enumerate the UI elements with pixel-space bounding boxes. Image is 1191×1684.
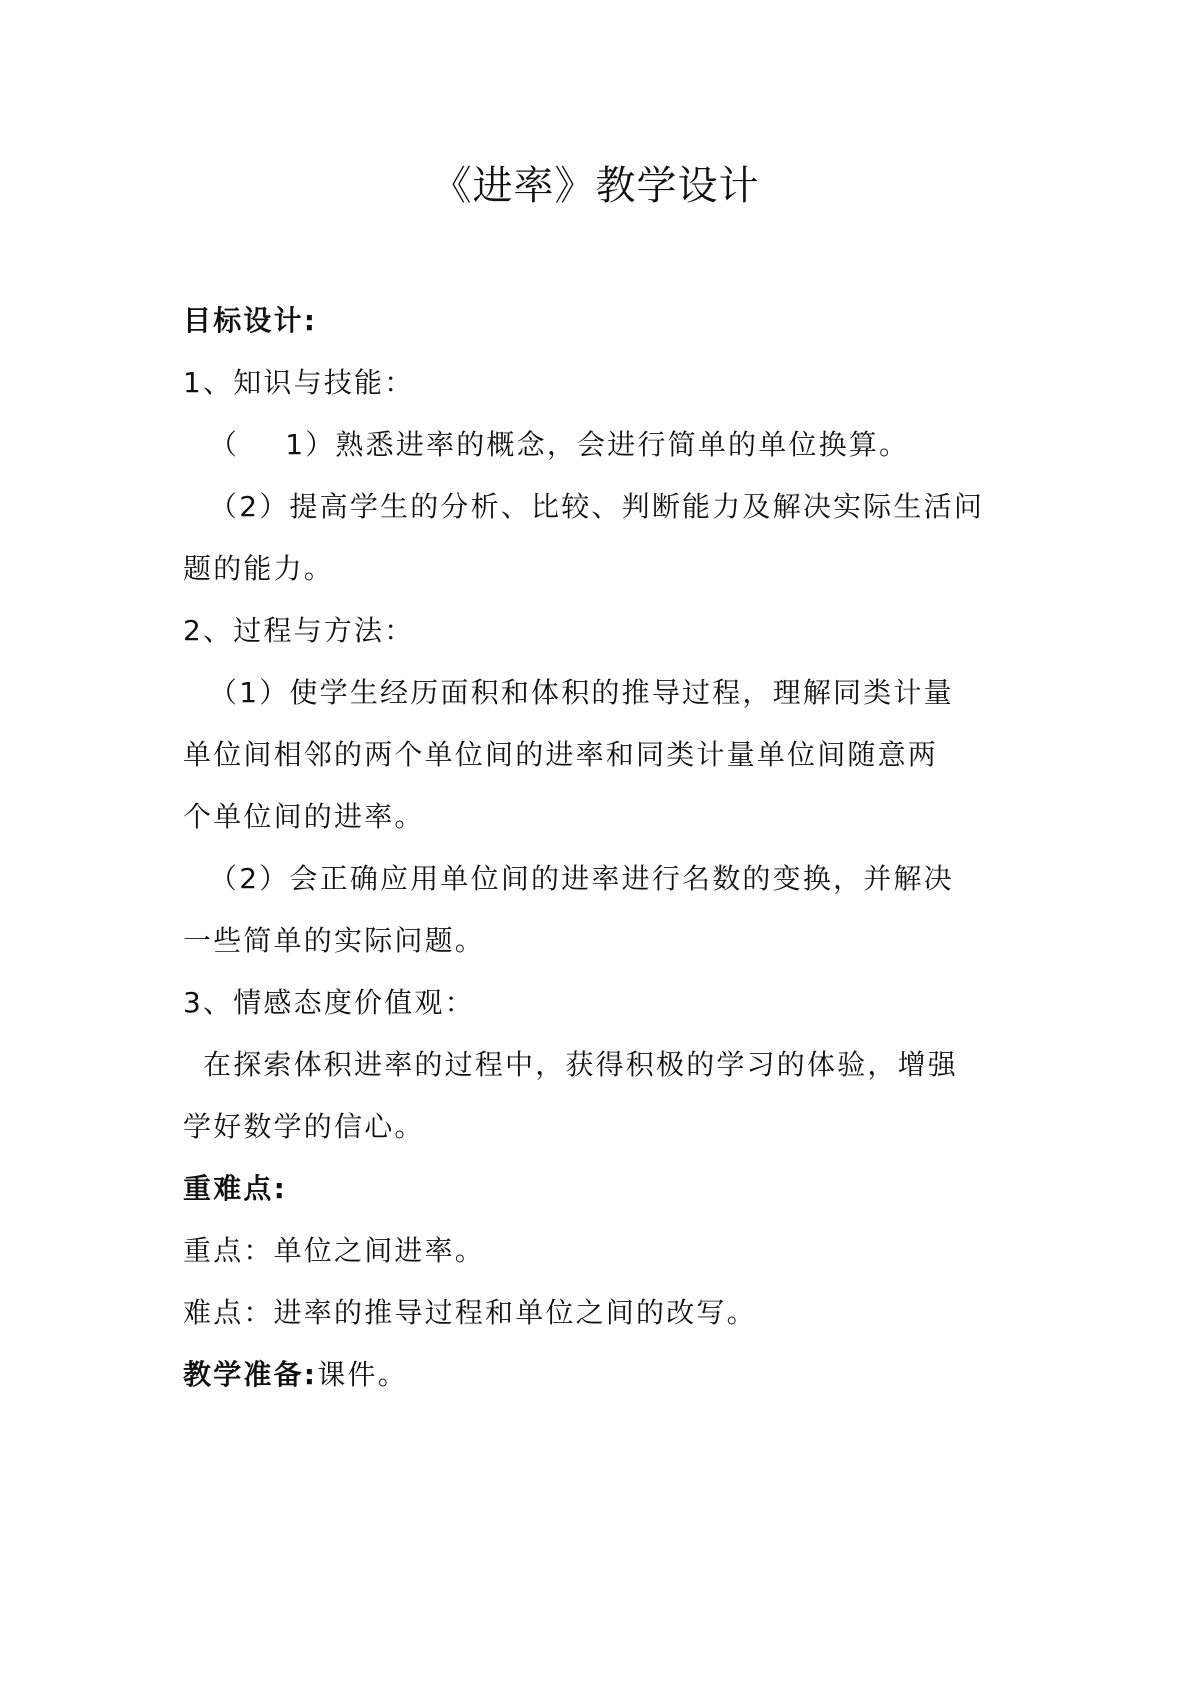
document-title: 《进率》教学设计	[431, 163, 760, 209]
preparation-label: 教学准备:	[183, 1358, 318, 1391]
process-heading: 2、过程与方法：	[183, 614, 415, 647]
process-item-2-line-1: （2）会正确应用单位间的进率进行名数的变换，并解决	[209, 862, 954, 895]
key-points-heading: 重难点:	[183, 1172, 287, 1205]
emotion-heading: 3、情感态度价值观：	[183, 986, 475, 1019]
difficult-point: 难点：进率的推导过程和单位之间的改写。	[183, 1296, 757, 1329]
knowledge-heading: 1、知识与技能：	[183, 366, 415, 399]
key-point: 重点：单位之间进率。	[183, 1234, 486, 1267]
knowledge-item-1	[183, 414, 1018, 476]
preparation-line	[183, 1344, 1018, 1406]
knowledge-item-1-paren: （	[209, 428, 240, 461]
goals-heading: 目标设计:	[183, 304, 318, 337]
process-item-2-line-2: 一些简单的实际问题。	[183, 924, 486, 957]
knowledge-item-2-line-1: （2）提高学生的分析、比较、判断能力及解决实际生活问	[209, 490, 985, 523]
emotion-text-line-2: 学好数学的信心。	[183, 1110, 425, 1143]
emotion-text-line-1: 在探索体积进率的过程中，获得积极的学习的体验，增强	[203, 1048, 959, 1081]
document-body	[183, 290, 1018, 1406]
knowledge-item-1-text: 1）熟悉进率的概念，会进行简单的单位换算。	[285, 428, 910, 461]
knowledge-item-2-line-2: 题的能力。	[183, 552, 335, 585]
process-item-1-line-3: 个单位间的进率。	[183, 800, 425, 833]
process-item-1-line-2: 单位间相邻的两个单位间的进率和同类计量单位间随意两	[183, 738, 939, 771]
process-item-1-line-1: （1）使学生经历面积和体积的推导过程，理解同类计量	[209, 676, 954, 709]
preparation-value: 课件。	[317, 1358, 408, 1391]
